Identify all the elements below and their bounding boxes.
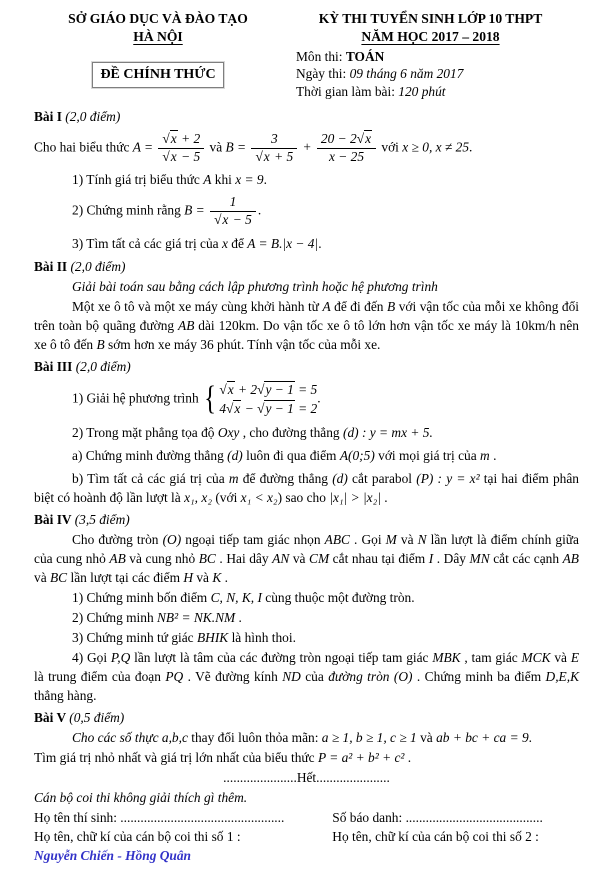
- math-text: x ≥ 0, x ≠ 25: [402, 139, 470, 155]
- section-bai-iv: [34, 510, 579, 705]
- text-run: Bài II: [34, 258, 71, 274]
- problem-item: [34, 381, 579, 418]
- math-fraction: [317, 131, 376, 166]
- subject-line: [296, 48, 579, 66]
- problem-item: [34, 234, 579, 253]
- math-text: H: [183, 570, 194, 586]
- sqrt-radical: √x: [162, 148, 177, 164]
- text-run: 1) Chứng minh bốn điểm: [72, 590, 211, 606]
- text-run: ngoại tiếp tam giác nhọn: [181, 532, 325, 548]
- end-marker: ......................Hết......................: [223, 770, 390, 786]
- proctor2-field: Họ tên, chữ kí của cán bộ coi thi số 2 :: [332, 829, 539, 845]
- text-run: cùng thuộc một đường tròn.: [261, 590, 415, 606]
- fraction-numerator: √x + 2: [158, 131, 204, 149]
- section-bai-ii: [34, 257, 579, 354]
- text-run: và: [193, 570, 213, 586]
- math-fraction: [158, 131, 204, 166]
- text-run: . Gọi: [349, 532, 386, 548]
- math-text: ND: [282, 669, 301, 685]
- fraction-denominator: √x − 5: [214, 212, 252, 228]
- author-signature: Nguyễn Chiến - Hồng Quân: [34, 848, 191, 864]
- text-run: tại hai điểm phân biệt có hoành độ lần lượt là: [34, 470, 579, 505]
- text-run: thay đổi luôn thỏa mãn:: [187, 730, 322, 746]
- system-equations: [219, 381, 317, 418]
- equation-system: [202, 381, 317, 418]
- text-run: Giải bài toán sau bằng cách lập phương trình hoặc hệ phương trình: [72, 278, 438, 294]
- candidate-number-field: Số báo danh: .........................................: [332, 809, 543, 825]
- sqrt-radical: √x: [226, 401, 241, 417]
- text-run: thẳng hàng.: [34, 688, 97, 704]
- text-run: (2,0 điểm): [70, 258, 126, 274]
- fraction-numerator: 20 − 2√x: [317, 131, 376, 149]
- math-text: CM: [309, 551, 330, 567]
- text-run: 2) Chứng minh rằng: [72, 202, 185, 218]
- text-run: cắt parabol: [347, 470, 417, 486]
- fraction-numerator: 3: [251, 131, 297, 149]
- math-fraction: [251, 131, 297, 166]
- text-run: 2) Trong mặt phẳng tọa độ: [72, 424, 218, 440]
- sqrt-radical: √y − 1: [257, 382, 294, 398]
- math-text: A = B.|x − 4|: [247, 235, 319, 251]
- math-text: E: [570, 650, 579, 666]
- text-run: .: [235, 610, 242, 626]
- section-heading: [34, 257, 579, 276]
- problem-item: [34, 170, 579, 189]
- math-text: +: [299, 139, 315, 155]
- problem-paragraph: [34, 297, 579, 354]
- text-run: lần lượt tại các điểm: [67, 570, 184, 586]
- text-run: Cho các số thực: [72, 730, 162, 746]
- text-run: 2) Chứng minh: [72, 610, 157, 626]
- math-text: (d): [332, 470, 348, 486]
- problem-item: [34, 423, 579, 442]
- math-text: (O): [162, 532, 182, 548]
- math-text: (d): [227, 447, 243, 463]
- section-bai-iii: [34, 357, 579, 507]
- system-equation-row: 4√x − √y − 1 = 2: [219, 401, 318, 417]
- section-heading: [34, 107, 579, 126]
- text-run: luôn đi qua điểm: [242, 447, 340, 463]
- text-run: . Vẽ đường kính: [183, 669, 283, 685]
- fraction-denominator: √x + 5: [255, 148, 294, 164]
- math-text: P,Q: [110, 650, 131, 666]
- problem-paragraph: [34, 728, 579, 747]
- section-bai-v: [34, 708, 579, 767]
- math-text: NB² = NK.NM: [157, 610, 236, 626]
- text-run: để: [227, 235, 248, 251]
- issuing-authority-block: [34, 10, 282, 101]
- text-run: (3,5 điểm): [74, 512, 130, 527]
- section-heading: [34, 708, 579, 727]
- math-text: ab + bc + ca = 9: [436, 730, 529, 746]
- math-text: x₁, x₂: [184, 489, 212, 505]
- section-heading: [34, 357, 579, 376]
- text-run: là trung điểm của đoạn: [34, 669, 166, 685]
- sqrt-radical: √x: [356, 130, 372, 146]
- math-text: (d) : y = mx + 5.: [342, 424, 433, 440]
- math-text: Oxy: [217, 424, 240, 440]
- math-text: A: [322, 298, 331, 314]
- math-text: |x₁| > |x₂|: [329, 489, 381, 505]
- text-run: cắt nhau tại điểm: [329, 551, 429, 567]
- math-text: K: [212, 570, 222, 586]
- math-text: B =: [184, 202, 209, 218]
- text-run: .: [404, 750, 412, 766]
- sqrt-radical: √x: [255, 148, 270, 164]
- math-text: AN: [272, 551, 290, 567]
- date-line: [296, 65, 579, 83]
- left-brace: {: [204, 380, 217, 418]
- math-text: (O): [393, 669, 413, 685]
- text-run: Bài V: [34, 710, 70, 726]
- subject-label: Môn thi:: [296, 48, 346, 64]
- problem-paragraph: [34, 748, 579, 767]
- text-run: và: [34, 570, 50, 586]
- subject-value: TOÁN: [345, 48, 385, 64]
- text-run: dài 120km. Do vận tốc xe ô tô lớn hơn vận tốc xe máy là 10km/h nên xe ô tô đến: [34, 317, 579, 352]
- text-run: và: [289, 551, 310, 567]
- text-run: a) Chứng minh đường thẳng: [72, 447, 228, 463]
- authority-city: HÀ NỘI: [133, 29, 183, 45]
- math-text: x: [221, 235, 228, 251]
- text-run: 4) Gọi: [72, 650, 111, 666]
- sqrt-radical: √y − 1: [257, 401, 294, 417]
- text-run: (2,0 điểm): [65, 108, 121, 124]
- duration-label: Thời gian làm bài:: [296, 84, 399, 100]
- text-run: Bài I: [34, 108, 66, 124]
- math-text: m: [228, 470, 239, 486]
- math-text: AB: [109, 551, 126, 567]
- text-run: . Hai dây: [215, 551, 273, 567]
- math-text: MN: [469, 551, 490, 567]
- text-run: 1) Tính giá trị biểu thức: [72, 172, 204, 188]
- math-text: BC: [50, 570, 68, 586]
- text-run: với: [378, 139, 403, 155]
- text-run: sớm hơn xe máy 36 phút. Tính vận tốc của mỗi xe.: [104, 336, 381, 352]
- page-footer: [34, 769, 579, 866]
- date-label: Ngày thi:: [296, 66, 350, 82]
- text-run: và: [416, 730, 437, 746]
- math-text: P = a² + b² + c²: [317, 750, 405, 766]
- text-run: .: [317, 390, 321, 406]
- problem-item: [34, 608, 579, 627]
- text-run: (2,0 điểm): [75, 359, 131, 374]
- official-exam-stamp: ĐỀ CHÍNH THỨC: [92, 62, 223, 88]
- math-text: C, N, K, I: [210, 590, 262, 606]
- text-run: 3) Tìm tất cả các giá trị của: [72, 235, 222, 251]
- text-run: . Dây: [433, 551, 470, 567]
- math-text: (P) : y = x²: [416, 470, 480, 486]
- text-run: .: [528, 730, 533, 746]
- candidate-row: [34, 808, 579, 827]
- math-text: a,b,c: [161, 730, 188, 746]
- math-text: ABC: [324, 532, 350, 548]
- exam-title-block: [282, 10, 579, 101]
- text-run: Cho đường tròn: [72, 532, 163, 548]
- math-text: BC: [198, 551, 216, 567]
- math-text: I: [428, 551, 434, 567]
- fraction-numerator: 1: [210, 194, 256, 212]
- proctor-note: Cán bộ coi thi không giải thích gì thêm.: [34, 790, 248, 806]
- sqrt-radical: √x: [162, 130, 177, 146]
- text-run: với mọi giá trị của: [374, 447, 481, 463]
- problem-item: [34, 469, 579, 507]
- authority-name: SỞ GIÁO DỤC VÀ ĐÀO TẠO: [68, 11, 248, 26]
- text-run: khi: [211, 172, 236, 188]
- candidate-name-field: Họ tên thí sinh: .................................................: [34, 809, 285, 825]
- text-run: 3) Chứng minh tứ giác: [72, 630, 197, 646]
- fraction-denominator: √x − 5: [162, 148, 201, 164]
- text-run: đường tròn: [328, 669, 394, 685]
- math-text: MCK: [521, 650, 551, 666]
- text-run: là hình thoi.: [228, 630, 296, 646]
- math-text: B =: [225, 139, 250, 155]
- text-run: với vận tốc của mỗi xe không đổi trên toàn bộ quãng đường: [34, 298, 580, 333]
- text-run: b) Tìm tất cả các giá trị của: [72, 470, 229, 486]
- exam-year: NĂM HỌC 2017 – 2018: [361, 29, 500, 45]
- text-run: Bài III: [34, 359, 76, 374]
- problem-subtitle: [34, 277, 579, 296]
- text-run: Bài IV: [34, 512, 75, 527]
- exam-title: KỲ THI TUYỂN SINH LỚP 10 THPT: [318, 11, 543, 26]
- math-text: M: [385, 532, 397, 548]
- duration-value: 120 phút: [398, 84, 446, 100]
- problem-paragraph: [34, 530, 579, 587]
- math-text: AB: [562, 551, 579, 567]
- section-bai-i: [34, 107, 579, 253]
- text-run: , cho đường thẳng: [239, 424, 343, 440]
- text-run: .: [263, 172, 267, 188]
- proctor1-field: Họ tên, chữ kí của cán bộ coi thi số 1 :: [34, 829, 241, 845]
- text-run: .: [257, 202, 262, 218]
- problem-item: [34, 194, 579, 229]
- math-text: MBK: [432, 650, 461, 666]
- text-run: .: [318, 235, 322, 251]
- math-text: A: [203, 172, 212, 188]
- text-run: để đường thẳng: [238, 470, 333, 486]
- text-run: của: [300, 669, 329, 685]
- text-run: lần lượt là tâm của các đường tròn ngoại tiếp tam giác: [130, 650, 433, 666]
- math-text: B: [387, 298, 396, 314]
- problem-item: [34, 648, 579, 705]
- date-value: 09 tháng 6 năm 2017: [349, 66, 464, 82]
- text-run: và: [206, 139, 226, 155]
- problem-intro: [34, 131, 579, 166]
- section-heading: [34, 510, 579, 529]
- duration-line: [296, 83, 579, 101]
- problem-item: [34, 628, 579, 647]
- exam-body: [34, 107, 579, 768]
- sqrt-radical: √x: [219, 382, 234, 398]
- text-run: và cung nhỏ: [125, 551, 199, 567]
- text-run: để đi đến: [330, 298, 388, 314]
- text-run: Cho hai biểu thức: [34, 139, 133, 155]
- fraction-denominator: x − 25: [328, 148, 365, 164]
- math-text: A(0;5): [339, 447, 375, 463]
- problem-item: [34, 588, 579, 607]
- text-run: (0,5 điểm): [69, 710, 125, 726]
- math-text: D,E,K: [545, 669, 580, 685]
- text-run: 1) Giải hệ phương trình: [72, 390, 202, 406]
- exam-meta: [282, 48, 579, 101]
- text-run: và: [550, 650, 571, 666]
- math-text: B: [96, 336, 105, 352]
- math-text: N: [417, 532, 427, 548]
- text-run: . Chứng minh ba điểm: [412, 669, 546, 685]
- page-header: [34, 10, 579, 101]
- proctor-row: [34, 827, 579, 846]
- text-run: lần lượt là điểm chính giữa của cung nhỏ: [34, 532, 579, 567]
- sqrt-radical: √x: [214, 212, 229, 228]
- math-text: BHIK: [196, 630, 229, 646]
- math-text: x = 9: [235, 172, 264, 188]
- math-text: AB: [178, 317, 195, 333]
- math-text: x₁ < x₂: [240, 489, 278, 505]
- text-run: .: [221, 570, 228, 586]
- text-run: .: [469, 139, 473, 155]
- text-run: , tam giác: [460, 650, 522, 666]
- math-text: A =: [132, 139, 157, 155]
- text-run: Một xe ô tô và một xe máy cùng khởi hành từ: [72, 298, 323, 314]
- text-run: .: [489, 447, 497, 463]
- system-equation-row: √x + 2√y − 1 = 5: [219, 382, 318, 398]
- text-run: .: [380, 489, 388, 505]
- math-fraction: [210, 194, 256, 229]
- text-run: ) sao cho: [277, 489, 330, 505]
- problem-item: [34, 446, 579, 465]
- math-text: PQ: [165, 669, 184, 685]
- text-run: Tìm giá trị nhỏ nhất và giá trị lớn nhất của biểu thức: [34, 750, 318, 766]
- text-run: cắt các cạnh: [489, 551, 563, 567]
- text-run: (với: [211, 489, 241, 505]
- math-text: a ≥ 1, b ≥ 1, c ≥ 1: [321, 730, 417, 746]
- text-run: và: [396, 532, 418, 548]
- math-text: m: [480, 447, 490, 463]
